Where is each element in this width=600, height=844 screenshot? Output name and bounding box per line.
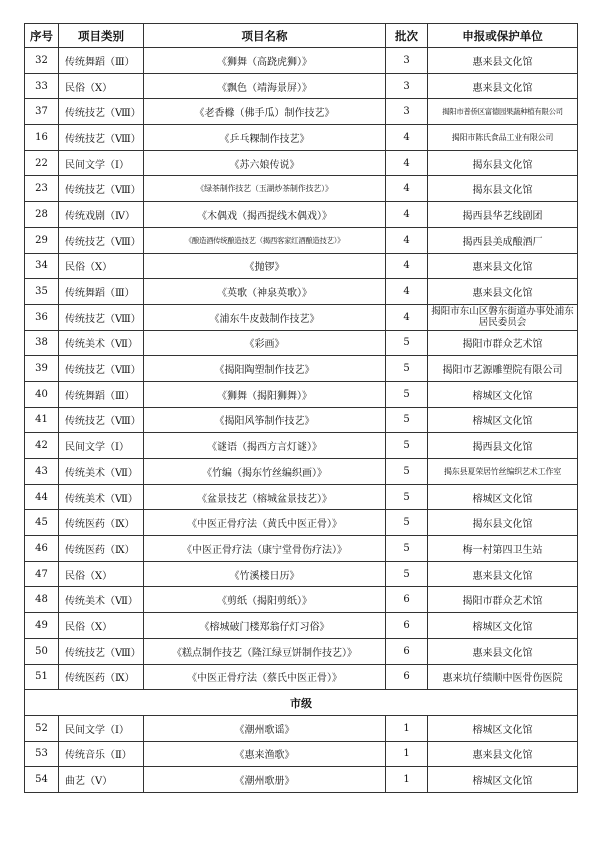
cell-batch: 6 (386, 638, 428, 664)
cell-unit: 揭西县华艺线剧团 (428, 202, 578, 228)
cell-category: 传统美术（Ⅶ） (59, 587, 144, 613)
table-row (25, 125, 578, 151)
table-row (25, 304, 578, 330)
table-row (25, 767, 578, 793)
cell-no: 54 (25, 767, 59, 793)
cell-no: 34 (25, 253, 59, 279)
cell-no: 39 (25, 356, 59, 382)
cell-batch: 4 (386, 202, 428, 228)
cell-unit: 揭东县文化馆 (428, 176, 578, 202)
cell-no: 49 (25, 613, 59, 639)
cell-unit: 揭东县文化馆 (428, 510, 578, 536)
cell-batch: 5 (386, 510, 428, 536)
cell-name: 《谜语（揭西方言灯谜）》 (144, 433, 386, 459)
table-row (25, 638, 578, 664)
cell-no: 33 (25, 73, 59, 99)
cell-unit: 惠来县文化馆 (428, 638, 578, 664)
cell-no: 41 (25, 407, 59, 433)
cell-batch: 5 (386, 536, 428, 562)
cell-category: 传统戏剧（Ⅳ） (59, 202, 144, 228)
cell-unit: 揭西县美成酿酒厂 (428, 227, 578, 253)
cell-name: 《彩画》 (144, 330, 386, 356)
cell-name: 《绿茶制作技艺（玉湖炒茶制作技艺）》 (144, 176, 386, 202)
cell-category: 传统美术（Ⅶ） (59, 459, 144, 485)
table-row (25, 459, 578, 485)
cell-unit: 揭阳市群众艺术馆 (428, 330, 578, 356)
table-row (25, 664, 578, 690)
table-row (25, 715, 578, 741)
table-row (25, 330, 578, 356)
cell-batch: 6 (386, 664, 428, 690)
cell-category: 传统舞蹈（Ⅲ） (59, 279, 144, 305)
cell-name: 《木偶戏（揭西提线木偶戏）》 (144, 202, 386, 228)
cell-unit: 惠来县文化馆 (428, 279, 578, 305)
cell-category: 民间文学（Ⅰ） (59, 715, 144, 741)
header-name: 项目名称 (144, 24, 386, 48)
table-body (25, 48, 578, 793)
table-row (25, 510, 578, 536)
cell-name: 《盆景技艺（榕城盆景技艺）》 (144, 484, 386, 510)
cell-name: 《中医正骨疗法（康宁堂骨伤疗法）》 (144, 536, 386, 562)
table-row (25, 407, 578, 433)
cell-unit: 惠来县文化馆 (428, 73, 578, 99)
table-row (25, 176, 578, 202)
cell-no: 45 (25, 510, 59, 536)
cell-unit: 榕城区文化馆 (428, 715, 578, 741)
cell-category: 传统音乐（Ⅱ） (59, 741, 144, 767)
cell-name: 《乒乓粿制作技艺》 (144, 125, 386, 151)
table-row (25, 48, 578, 74)
cell-batch: 3 (386, 99, 428, 125)
cell-batch: 6 (386, 613, 428, 639)
cell-unit: 揭西县文化馆 (428, 433, 578, 459)
cell-name: 《竹溪楼日历》 (144, 561, 386, 587)
header-unit: 申报或保护单位 (428, 24, 578, 48)
cell-category: 传统技艺（Ⅷ） (59, 356, 144, 382)
cell-category: 曲艺（Ⅴ） (59, 767, 144, 793)
cell-category: 传统舞蹈（Ⅲ） (59, 48, 144, 74)
cell-unit: 榕城区文化馆 (428, 613, 578, 639)
cell-category: 传统技艺（Ⅷ） (59, 125, 144, 151)
cell-batch: 1 (386, 715, 428, 741)
cell-category: 传统技艺（Ⅷ） (59, 176, 144, 202)
cell-batch: 1 (386, 741, 428, 767)
cell-unit: 揭阳市陈氏食品工业有限公司 (428, 125, 578, 151)
cell-unit: 榕城区文化馆 (428, 407, 578, 433)
cell-batch: 6 (386, 587, 428, 613)
cell-name: 《中医正骨疗法（黄氏中医正骨）》 (144, 510, 386, 536)
table-row (25, 227, 578, 253)
cell-name: 《揭阳风筝制作技艺》 (144, 407, 386, 433)
cell-no: 44 (25, 484, 59, 510)
table-row (25, 99, 578, 125)
cell-name: 《揭阳陶塑制作技艺》 (144, 356, 386, 382)
table-row (25, 587, 578, 613)
cell-category: 传统技艺（Ⅷ） (59, 407, 144, 433)
cell-no: 47 (25, 561, 59, 587)
cell-no: 51 (25, 664, 59, 690)
cell-unit: 榕城区文化馆 (428, 381, 578, 407)
cell-no: 43 (25, 459, 59, 485)
cell-no: 35 (25, 279, 59, 305)
header-category: 项目类别 (59, 24, 144, 48)
table-row (25, 202, 578, 228)
cell-unit: 揭东县夏荣居竹丝编织艺术工作室 (428, 459, 578, 485)
cell-category: 传统美术（Ⅶ） (59, 484, 144, 510)
cell-category: 传统医药（Ⅸ） (59, 536, 144, 562)
cell-name: 《英歌（神泉英歌）》 (144, 279, 386, 305)
cell-batch: 5 (386, 381, 428, 407)
cell-name: 《狮舞（揭阳狮舞）》 (144, 381, 386, 407)
cell-batch: 4 (386, 227, 428, 253)
cell-batch: 4 (386, 150, 428, 176)
table-row (25, 433, 578, 459)
table-row (25, 484, 578, 510)
heritage-table (24, 23, 578, 793)
cell-unit: 惠来县文化馆 (428, 561, 578, 587)
cell-batch: 4 (386, 125, 428, 151)
table-row (25, 536, 578, 562)
cell-unit: 揭阳市东山区磐东街道办事处浦东居民委员会 (428, 304, 578, 330)
cell-batch: 5 (386, 330, 428, 356)
cell-category: 传统医药（Ⅸ） (59, 510, 144, 536)
cell-unit: 揭东县文化馆 (428, 150, 578, 176)
table-row (25, 150, 578, 176)
cell-category: 传统医药（Ⅸ） (59, 664, 144, 690)
cell-category: 传统技艺（Ⅷ） (59, 99, 144, 125)
cell-name: 《惠来渔歌》 (144, 741, 386, 767)
cell-no: 53 (25, 741, 59, 767)
cell-name: 《剪纸（揭阳剪纸）》 (144, 587, 386, 613)
cell-name: 《竹编（揭东竹丝编织画）》 (144, 459, 386, 485)
cell-name: 《狮舞（高跷虎狮）》 (144, 48, 386, 74)
cell-batch: 5 (386, 433, 428, 459)
cell-batch: 3 (386, 73, 428, 99)
table-row (25, 356, 578, 382)
cell-no: 32 (25, 48, 59, 74)
cell-batch: 5 (386, 484, 428, 510)
cell-unit: 惠来县文化馆 (428, 253, 578, 279)
cell-category: 民俗（Ⅹ） (59, 253, 144, 279)
cell-category: 民间文学（Ⅰ） (59, 150, 144, 176)
cell-no: 37 (25, 99, 59, 125)
cell-name: 《飘色（靖海景屏）》 (144, 73, 386, 99)
cell-category: 传统技艺（Ⅷ） (59, 304, 144, 330)
cell-batch: 4 (386, 176, 428, 202)
cell-unit: 揭阳市艺源雕塑院有限公司 (428, 356, 578, 382)
cell-name: 《潮州歌谣》 (144, 715, 386, 741)
heritage-list-sheet (24, 23, 577, 793)
cell-batch: 5 (386, 561, 428, 587)
cell-name: 《潮州歌册》 (144, 767, 386, 793)
table-row (25, 561, 578, 587)
cell-batch: 4 (386, 304, 428, 330)
cell-batch: 5 (386, 356, 428, 382)
cell-unit: 榕城区文化馆 (428, 484, 578, 510)
section-row (25, 690, 578, 716)
cell-unit: 榕城区文化馆 (428, 767, 578, 793)
table-row (25, 741, 578, 767)
cell-name: 《老香橼（佛手瓜）制作技艺》 (144, 99, 386, 125)
cell-category: 传统美术（Ⅶ） (59, 330, 144, 356)
header-no: 序号 (25, 24, 59, 48)
cell-category: 传统舞蹈（Ⅲ） (59, 381, 144, 407)
header-batch: 批次 (386, 24, 428, 48)
cell-no: 23 (25, 176, 59, 202)
cell-batch: 5 (386, 407, 428, 433)
table-row (25, 73, 578, 99)
cell-no: 36 (25, 304, 59, 330)
section-title: 市级 (25, 690, 578, 716)
cell-category: 民俗（Ⅹ） (59, 613, 144, 639)
cell-category: 民俗（Ⅹ） (59, 561, 144, 587)
cell-batch: 1 (386, 767, 428, 793)
cell-batch: 4 (386, 279, 428, 305)
cell-batch: 5 (386, 459, 428, 485)
table-row (25, 381, 578, 407)
cell-no: 22 (25, 150, 59, 176)
cell-no: 28 (25, 202, 59, 228)
cell-no: 38 (25, 330, 59, 356)
cell-no: 40 (25, 381, 59, 407)
cell-name: 《糕点制作技艺（隆江绿豆饼制作技艺）》 (144, 638, 386, 664)
cell-name: 《苏六娘传说》 (144, 150, 386, 176)
cell-no: 16 (25, 125, 59, 151)
cell-name: 《酿造酒传统酿造技艺（揭西客家红酒酿造技艺）》 (144, 227, 386, 253)
cell-no: 52 (25, 715, 59, 741)
cell-batch: 3 (386, 48, 428, 74)
table-row (25, 613, 578, 639)
cell-unit: 梅一村第四卫生站 (428, 536, 578, 562)
cell-unit: 揭阳市群众艺术馆 (428, 587, 578, 613)
cell-unit: 惠来县文化馆 (428, 741, 578, 767)
cell-category: 传统技艺（Ⅷ） (59, 227, 144, 253)
cell-no: 42 (25, 433, 59, 459)
header-row (25, 24, 578, 48)
cell-unit: 惠来坑仔绩顺中医骨伤医院 (428, 664, 578, 690)
table-header (25, 24, 578, 48)
cell-category: 民俗（Ⅹ） (59, 73, 144, 99)
cell-category: 民间文学（Ⅰ） (59, 433, 144, 459)
cell-name: 《浦东牛皮鼓制作技艺》 (144, 304, 386, 330)
cell-no: 46 (25, 536, 59, 562)
table-row (25, 279, 578, 305)
cell-no: 50 (25, 638, 59, 664)
cell-name: 《榕城破门楼郑翁仔灯习俗》 (144, 613, 386, 639)
table-row (25, 253, 578, 279)
cell-no: 29 (25, 227, 59, 253)
cell-name: 《中医正骨疗法（蔡氏中医正骨）》 (144, 664, 386, 690)
cell-category: 传统技艺（Ⅷ） (59, 638, 144, 664)
cell-name: 《抛锣》 (144, 253, 386, 279)
cell-no: 48 (25, 587, 59, 613)
cell-unit: 惠来县文化馆 (428, 48, 578, 74)
cell-batch: 4 (386, 253, 428, 279)
cell-unit: 揭阳市普侨区富德园果蔬种植有限公司 (428, 99, 578, 125)
